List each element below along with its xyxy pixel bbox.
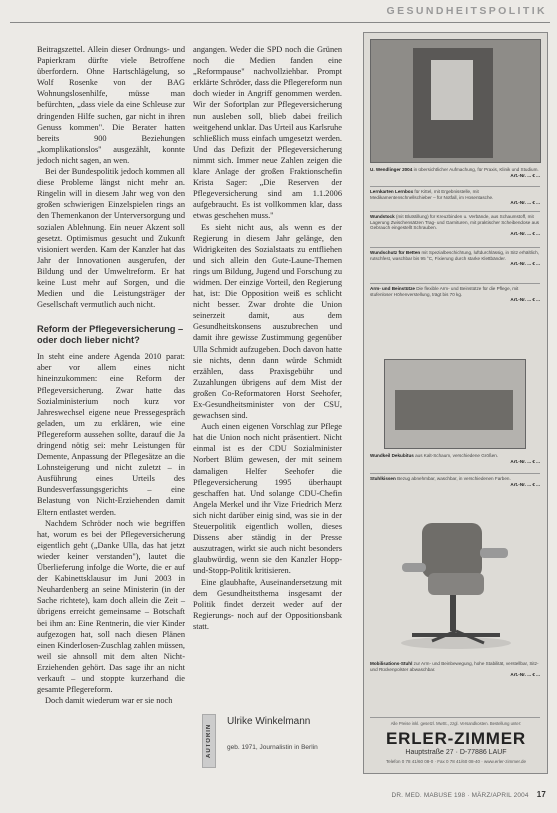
ad-item-text: zur Arm- und Beinbewegung, hohe Stabilität, verstellbar, Sitz- und Rückenpolster abwaschbar. (370, 661, 539, 672)
author-tag (202, 714, 216, 768)
page-number: 17 (536, 790, 546, 799)
ad-item-text: Bezug abnehmbar, waschbar, in verschiedenen Farben. (397, 476, 511, 481)
ad-item-title: Stuhlkissen (370, 476, 396, 481)
paragraph: Beitragszettel. Allein dieser Ordnungs- und Papierkram dürfte viele Betroffene überfordern. Ohne Hartschlägelung, so Wolf Rosenke von der BAG Wohnungslosenhilfe, müsse man befürchten, „dass viele da eine Schleuse zur dringenden Hilfe suchen, gar nicht in ihren Genuss kommen". Die Berater hatten bereits 900 Beziehungen „komplikationslos" ausgezählt, konnte jedoch nicht sagen, an wen. (37, 45, 185, 165)
ad-item-price: Art.-Nr. ... € ... (510, 230, 540, 236)
order-note: Alle Preise inkl. gesetzl. MwSt., zzgl. Versandkosten. Bestellung unter: (390, 721, 522, 726)
ad-item-price: Art.-Nr. ... € ... (510, 261, 540, 267)
ad-item-title: Lernkarten Lernbox (370, 189, 414, 194)
author-bio: geb. 1971, Journalistin in Berlin (227, 744, 318, 751)
divider (370, 211, 540, 212)
article-column-1 (37, 44, 185, 706)
paragraph: angangen. Weder die SPD noch die Grünen noch die Medien fanden eine „Reformpause" nachvollziehbar. Prompt erklärte Schröder, dass die Pflegereform nun doch wieder in Angriff genommen werden. Wir der Sofortplan zur Pflegeversicherung nun ausleben soll, blieb dabei freilich weitgehend unklar. Das Urteil aus Karlsruhe schließlich muss einfach umgesetzt werden. Und das Defizit der Pflegeversicherung nimmt sich. Immer neue Zahlen zeigen die klare Anlage der großen Fraktionschefin Krista Sager: „Die Reserven der Pflegeversicherung sind am 1.1.2006 aufgebraucht. Es ist vollkommen klar, dass etwas geschehen muss." (193, 45, 342, 221)
article-column-2 (193, 44, 342, 632)
ad-item (370, 661, 540, 678)
paragraph: Nachdem Schröder noch wie begriffen hat, worum es bei der Pflegeversicherung eigentlich geht („Danke Ulla, das hat jetzt wieder keiner verstanden"), lautet die Überlieferung infolge die Worte, die er auf der Kabinettsklausur im Juni 2003 in Neuhardenberg an seine Ministerin (in der Sache richtete), kam doch allein die Zeit – übrigens erreicht gemeinsame – Botschaft bei ihm an: Eine Rentnerin, die vier Kinder aufgezogen hat, soll nach diesen Plänen einen Kinderlosen-Zuschlag zahlen müssen, weil sie ahnsoll mit dem alten Nicht-Erziehenden gehört. Das sage ihr an nicht verkauft – und stoppte kurzerhand die gesamte Pflegereform. (37, 518, 185, 695)
ad-item-title: Arm- und Beinstütze (370, 286, 415, 291)
author-tag-label: AUTORIN (206, 723, 212, 759)
ad-item-title: Wundstock (370, 214, 395, 219)
divider (370, 247, 540, 248)
paragraph: In steht eine andere Agenda 2010 parat: aber vor allem eines nicht hineinzukommen: eine Reform der Pflegeversicherung. Zwar hatte das Sozialministerium noch kurz vor Jahreswechsel eigene neue Pressegespräch geladen, um zu erklären, wie eine Pflegereform aussehen sollte, darauf die Ja dringend nötig sei: mehr Leistungen für Demente, Anpassung der Pflegesätze an die Lohnsteigerung und nicht zuletzt – in Ausführung eines Urteils des Bundesverfassungsgerichts – eine Belastung von Nicht-Erziehenden damit Eltern entlastet werden. (37, 352, 185, 517)
chair-illustration (392, 503, 520, 655)
author-box (202, 708, 352, 770)
product-photo (384, 359, 526, 449)
footer-text: DR. MED. MABUSE 198 · MÄRZ/APRIL 2004 (391, 792, 529, 799)
ad-item-text: Die flexible Arm- und Beinstütze für die Pflege, mit stufenloser Höhenverstellung, trägt bis 70 kg. (370, 286, 519, 297)
photo-detail (431, 60, 473, 120)
subheading: Reform der Pflegeversicherung – oder doch lieber nicht? (37, 324, 184, 346)
ad-item (370, 189, 540, 206)
ad-item-text: mit Spezialbeschichtung, luftdurchlässig, in Sitz erhältlich, rutschfest, waschbar bis 95 °C, Fixierung durch starke Klettbänder. (370, 250, 539, 261)
ad-item-title: Wundschutz für Betten (370, 250, 421, 255)
brand-logo: ERLER-ZIMMER (386, 729, 526, 748)
divider (370, 473, 540, 474)
ad-item (370, 214, 540, 236)
paragraph: Es sieht nicht aus, als wenn es der Regierung in diesem Jahr gelänge, den Widrigkeiten des Sozialstaats zu entfliehen und sich allein den Gute-Laune-Themen rings um Bildung, Jugend und Forschung zu widmen. Der einzige Vorteil, den Regierung hat, ist: Die Opposition weiß es schlicht nicht besser. Zwar drohte die Union seinerzeit damit, aus dem Gesundheitskonsens auszubrechen und damit ihre gewisse Zustimmung gegenüber Ulla Schmidt aufzugeben. Doch davon hatte sie nichts, denn dann würde Schmidt erzählen, dass Praxisgebühr und Zuzahlungen übrigens auf dem Mist der großen Co-Reformatoren Horst Seehofer, Ex-Gesundheitsminister von der CSU, gewachsen sind. (193, 222, 342, 421)
ad-item-price: Art.-Nr. ... € ... (510, 672, 540, 678)
paragraph: Eine glaubhafte, Auseinandersetzung mit dem Gesundheitsthema insgesamt der Politik findet derzeit weder auf der Regierungs- noch auf der Oppositionsbank statt. (193, 577, 342, 631)
author-name: Ulrike Winkelmann (227, 716, 311, 727)
ad-item-title: U. Wendlinger 2004 (370, 167, 413, 172)
paragraph: Doch damit wiederum war er sie noch (45, 696, 173, 706)
photo-detail (395, 390, 513, 430)
advertisement (363, 32, 548, 774)
ad-item-text: für Kittel, mit Ergebnisstelle, mit Medikamentenschnellschieber – für Notfall, im Hosentasche. (370, 189, 494, 200)
ad-item-price: Art.-Nr. ... € ... (510, 458, 540, 464)
ad-item-price: Art.-Nr. ... € ... (510, 481, 540, 487)
divider (370, 186, 540, 187)
brand-contact: Telefon 0 78 41/60 08-0 · Fax 0 78 41/60 08-40 · www.erler-zimmer.de (385, 759, 527, 764)
paragraph: Auch einen eigenen Vorschlag zur Pflege hat die Union noch nicht präsentiert. Nicht einmal ist es der CDU Sozialminister Norbert Blüm gewesen, der mit seinem damaligen Helfer Seehofer die Pflegeversicherung 1995 überhaupt geschaffen hat. Und solange CDU-Chefin Angela Merkel und ihr Vize Friedrich Merz sich nicht darüber einig sind, was sie in der Steuerpolitik eigentlich wollen, dieses Dissens aber ständig in der Presse auszutragen, wirkt sie auch nicht besonders glaubwürdig, wenn sie den Kanzler Hopp-und-Stopp-Politik kritisieren. (193, 422, 342, 576)
product-photo (370, 39, 541, 163)
ad-item-text: (mit Blutstillung) für Kreuzbinden u. Verbände, aus Schaumstoff, mit Lagerung Zwischensätzen Trag- und Garnituren, mit praktischer Scheibendose aus Gebrauch eingestellt Schrauben. (370, 214, 540, 231)
header-rule (10, 22, 550, 23)
ad-item-title: Mobilisations-Stuhl (370, 661, 413, 666)
ad-item-price: Art.-Nr. ... € ... (510, 297, 540, 303)
ad-item (370, 453, 540, 464)
page-footer (392, 790, 546, 799)
divider (370, 717, 540, 718)
ad-item (370, 250, 540, 267)
ad-item-price: Art.-Nr. ... € ... (510, 172, 540, 178)
ad-item (370, 167, 540, 178)
divider (370, 283, 540, 284)
brand-address: Hauptstraße 27 · D-77886 LAUF (405, 749, 507, 756)
ad-item-text: aus Kalt-Schaum, verschiedene Größen. (415, 453, 499, 458)
ad-item (370, 286, 540, 303)
ad-item-price: Art.-Nr. ... € ... (510, 200, 540, 206)
ad-item (370, 476, 540, 487)
paragraph: Bei der Bundespolitik jedoch kommen all diese Probleme längst nicht mehr an. Ringelin will in diesem Jahr weg von den großen schwierigen Einzelspielen rings an den Themenkanon der Unterversorgung und sozialen Ablehnung. Ein neuer Akzent soll gesetzt. Optimismus gesucht und Zukunft visioniert werden. Kam der Kanzler hat das Jahr der Innovationen ausgerufen, der Bildung und der Umweltreform. Er hat keine Lust mehr auf Sorgen, und die Medien und die Leistungsträger der Gesellschaft vermutlich auch nicht. (37, 167, 185, 310)
ad-item-title: Wundkeil Dekubitus (370, 453, 414, 458)
ad-item-text: in übersichtlicher Aufmachung, für Praxis, Klinik und Studium. (413, 167, 539, 172)
section-title: GESUNDHEITSPOLITIK (386, 5, 547, 17)
